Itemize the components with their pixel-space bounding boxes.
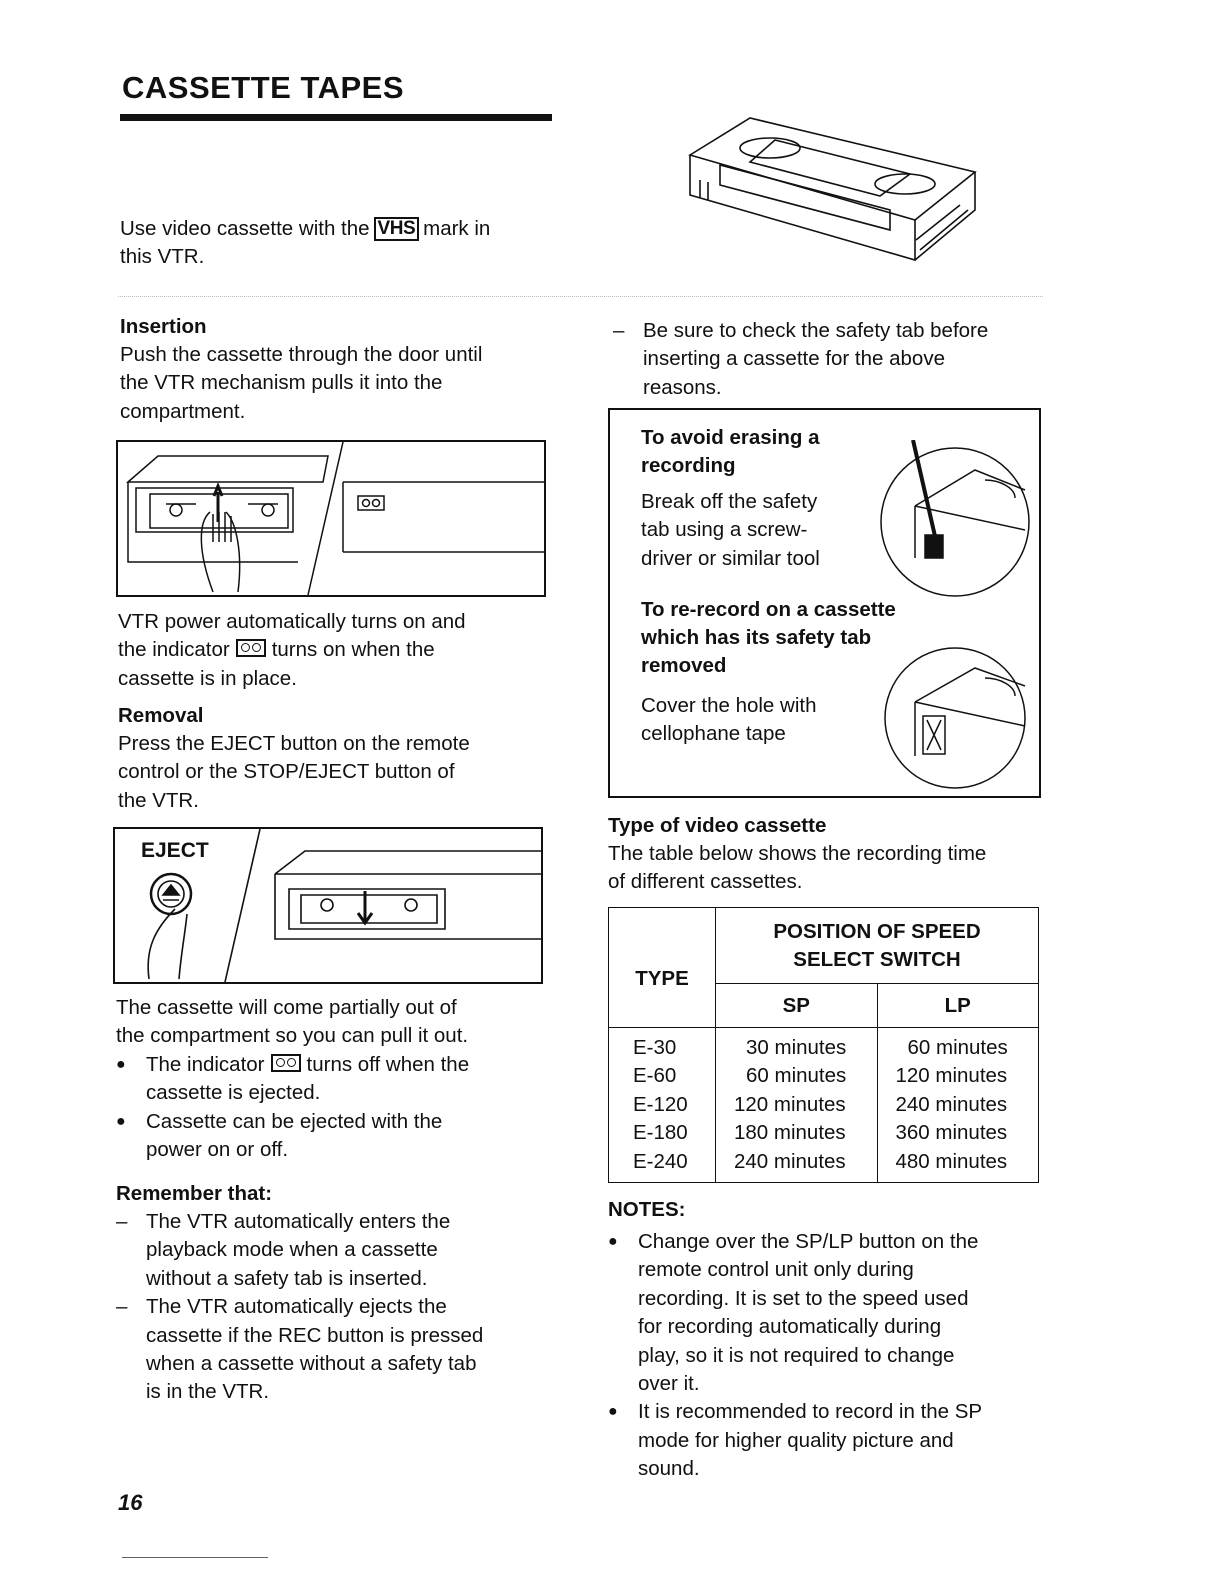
type-cells [609,1028,716,1183]
table-cell: E-60 [633,1064,677,1088]
remember-heading: Remember that: [116,1182,273,1205]
removal-line: control or the STOP/EJECT button of [118,760,455,784]
intro-text: Use video cassette with the [120,217,370,240]
bottom-rule [122,1557,268,1558]
table-cell: 120 minutes [734,1092,846,1116]
after-eject-line: The cassette will come partially out of [116,996,457,1019]
vhs-cassette-illustration [680,110,985,270]
note-text: over it. [638,1372,700,1396]
insertion-section [120,313,560,426]
after-eject-section [116,994,561,1164]
insert-cassette-illustration [118,442,544,595]
table-cell: E-120 [633,1092,688,1116]
type-column-header: TYPE [609,908,716,1028]
avoid-text: tab using a screw- [641,518,808,542]
intro-paragraph [120,215,490,272]
insertion-heading: Insertion [120,315,207,338]
cover-hole-illustration [875,640,1035,790]
power-note-line1: VTR power automatically turns on and [118,610,466,633]
section-divider [118,296,1043,297]
dash-icon: – [613,319,625,342]
lp-cells [877,1028,1039,1183]
avoid-text: Break off the safety [641,490,818,513]
table-cell: 60 minutes [907,1036,1008,1059]
remember-text: playback mode when a cassette [146,1238,438,1262]
rerecord-heading: removed [641,654,727,677]
bullet-text: The indicator [146,1052,265,1076]
table-cell: E-240 [633,1149,688,1173]
bullet-text: Cassette can be ejected with the [146,1109,443,1133]
notes-heading: NOTES: [608,1198,686,1221]
note-text: Change over the SP/LP button on the [638,1230,979,1253]
lp-column-header: LP [877,984,1039,1028]
check-note-text: inserting a cassette for the above [643,347,945,371]
page-number: 16 [118,1490,143,1515]
table-cell: 60 minutes [746,1064,847,1088]
remember-text: cassette if the REC button is pressed [146,1323,484,1347]
list-item [116,1051,561,1108]
removal-line: the VTR. [118,788,199,812]
bullet-icon: ● [608,1233,618,1250]
bullet-icon: ● [116,1055,126,1073]
dash-icon: – [116,1295,128,1319]
table-cell: 360 minutes [895,1121,1008,1145]
sp-column-header: SP [716,984,878,1028]
power-note-text-after: turns on when the [271,638,435,662]
bullet-icon: ● [116,1112,126,1130]
remember-text: without a safety tab is inserted. [146,1266,428,1290]
remember-text: when a cassette without a safety tab [146,1352,477,1376]
type-heading: Type of video cassette [608,814,827,837]
speed-header-line: POSITION OF SPEED [773,919,981,943]
rerecord-text: Cover the hole with [641,694,817,717]
type-text: of different cassettes. [608,870,803,894]
safety-tab-box [608,408,1041,798]
note-text: sound. [638,1457,700,1481]
rerecord-heading: To re-record on a cassette [641,598,896,621]
note-text: It is recommended to record in the SP [638,1400,983,1424]
note-text: play, so it is not required to change [638,1343,955,1367]
table-cell: 240 minutes [734,1149,846,1173]
rerecord-text: cellophane tape [641,722,786,746]
bullet-text-line2: cassette is ejected. [146,1081,321,1105]
check-note-text: reasons. [643,375,722,399]
table-cell: 30 minutes [746,1036,847,1059]
note-text: recording. It is set to the speed used [638,1286,969,1310]
table-cell: E-180 [633,1121,688,1145]
bullet-text: power on or off. [146,1138,289,1162]
removal-section [118,702,558,815]
recording-time-table [608,907,1039,1183]
speed-header-line: SELECT SWITCH [793,947,961,971]
intro-text-after: mark in [423,217,491,240]
avoid-heading: recording [641,454,736,477]
remember-text: The VTR automatically ejects the [146,1295,447,1319]
list-item [116,1208,561,1293]
bullet-icon: ● [608,1403,618,1421]
table-cell: 180 minutes [734,1121,846,1145]
remember-text: The VTR automatically enters the [146,1210,451,1233]
eject-label: EJECT [141,839,209,862]
vhs-mark: VHS [374,217,420,241]
check-note-text: Be sure to check the safety tab before [643,319,989,342]
insertion-line: Push the cassette through the door until [120,343,483,366]
removal-heading: Removal [118,704,204,727]
eject-figure [113,827,543,984]
table-cell: 480 minutes [895,1149,1008,1173]
power-note [118,608,558,693]
bullet-text-after: turns off when the [306,1052,470,1076]
power-note-text: the indicator [118,638,230,662]
break-tab-illustration [875,440,1035,600]
rerecord-heading: which has its safety tab [641,626,872,649]
cassette-indicator-icon [271,1054,301,1072]
after-eject-line: the compartment so you can pull it out. [116,1024,469,1048]
type-section [608,812,1048,897]
note-text: remote control unit only during [638,1258,914,1282]
remember-section [116,1180,561,1407]
table-body [609,1028,1039,1183]
type-text: The table below shows the recording time [608,842,987,865]
table-cell: 240 minutes [895,1092,1008,1116]
title-rule [120,114,552,121]
note-text: for recording automatically during [638,1315,942,1339]
check-note [613,317,1053,402]
speed-header [716,908,1039,984]
cassette-indicator-icon [236,639,266,657]
list-item [608,1228,1048,1398]
insertion-line: the VTR mechanism pulls it into the [120,371,443,395]
page-title: CASSETTE TAPES [122,70,405,105]
power-note-line3: cassette is in place. [118,666,297,690]
intro-line2: this VTR. [120,245,205,269]
insertion-figure [116,440,546,597]
removal-line: Press the EJECT button on the remote [118,732,470,755]
insertion-line: compartment. [120,399,246,423]
sp-cells [716,1028,878,1183]
note-text: mode for higher quality picture and [638,1428,954,1452]
list-item [608,1398,1048,1483]
remember-text: is in the VTR. [146,1380,270,1404]
list-item [116,1293,561,1407]
notes-section [608,1196,1048,1484]
list-item [613,317,1053,402]
avoid-text: driver or similar tool [641,546,820,570]
avoid-erasing-block [641,424,881,573]
table-cell: E-30 [633,1036,677,1059]
dash-icon: – [116,1210,128,1233]
avoid-heading: To avoid erasing a [641,426,820,449]
list-item [116,1108,561,1165]
table-cell: 120 minutes [895,1064,1008,1088]
